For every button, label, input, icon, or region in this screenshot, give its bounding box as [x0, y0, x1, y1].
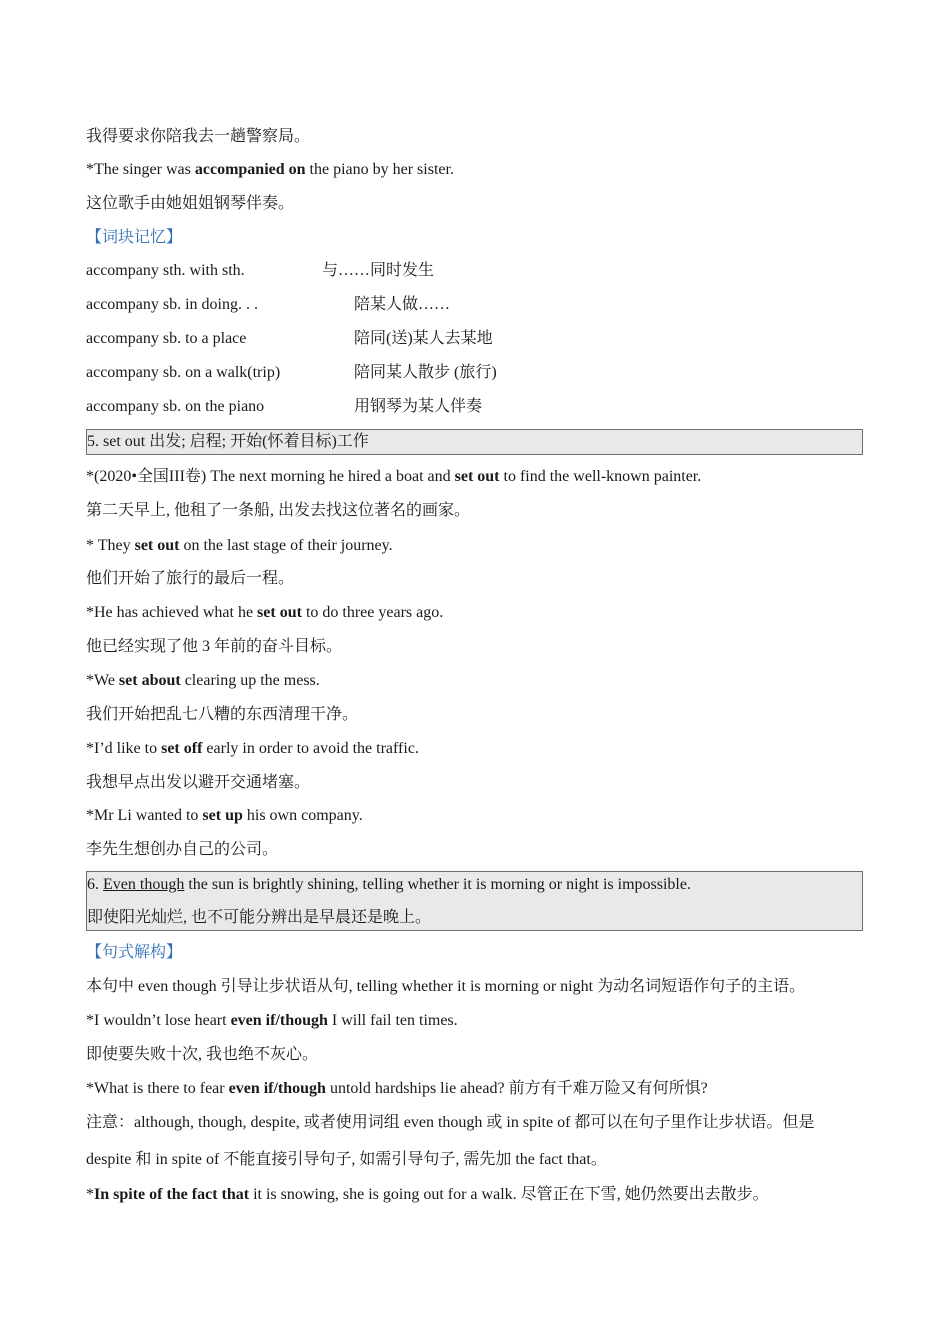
example-translation: 他们开始了旅行的最后一程。: [86, 570, 295, 587]
example-translation: 我们开始把乱七八糟的东西清理干净。: [86, 706, 359, 723]
example-sentence: *He has achieved what he set out to do three years ago.: [86, 604, 444, 621]
section-5-box: [86, 429, 863, 455]
phrase-meaning: 陪同(送)某人去某地: [354, 330, 493, 347]
phrase-meaning: 陪某人做……: [354, 296, 451, 313]
section-5-title: 5. set out 出发; 启程; 开始(怀着目标)工作: [87, 433, 369, 450]
phrase-item: accompany sb. to a place: [86, 330, 247, 347]
example-translation: 他已经实现了他 3 年前的奋斗目标。: [86, 638, 343, 655]
note-text: 注意：although, though, despite, 或者使用词组 even though 或 in spite of 都可以在句子里作让步状语。但是: [86, 1114, 815, 1131]
section-6-sentence: 6. Even though the sun is brightly shining, telling whether it is morning or night is impossible.: [87, 876, 691, 893]
phrase-meaning: 与……同时发生: [322, 262, 435, 279]
keyword: In spite of the fact that: [94, 1186, 250, 1203]
keyword: set off: [161, 740, 203, 757]
example-translation: 第二天早上, 他租了一条船, 出发去找这位著名的画家。: [86, 502, 471, 519]
section-6-translation: 即使阳光灿烂, 也不可能分辨出是早晨还是晚上。: [87, 909, 432, 926]
example-translation: 即使要失败十次, 我也绝不灰心。: [86, 1046, 319, 1063]
example-sentence: *In spite of the fact that it is snowing, she is going out for a walk. 尽管正在下雪, 她仍然要出去散步。: [86, 1186, 769, 1203]
example-translation: 我想早点出发以避开交通堵塞。: [86, 774, 311, 791]
example-sentence: *The singer was accompanied on the piano by her sister.: [86, 161, 454, 178]
note-text-continued: despite 和 in spite of 不能直接引导句子, 如需引导句子, 需先加 the fact that。: [86, 1151, 607, 1168]
underlined-phrase: Even though: [103, 876, 185, 893]
example-sentence: *We set about clearing up the mess.: [86, 672, 320, 689]
phrase-meaning: 陪同某人散步 (旅行): [354, 364, 497, 381]
example-sentence: *(2020•全国III卷) The next morning he hired a boat and set out to find the well-known painter.: [86, 468, 702, 485]
section-6-box: [86, 871, 863, 931]
example-sentence: *I wouldn’t lose heart even if/though I will fail ten times.: [86, 1012, 458, 1029]
phrase-meaning: 用钢琴为某人伴奏: [354, 398, 483, 415]
example-sentence: * They set out on the last stage of their journey.: [86, 537, 393, 554]
keyword: set out: [257, 604, 302, 621]
keyword: set up: [202, 807, 243, 824]
keyword: even if/though: [230, 1012, 328, 1029]
keyword: set about: [118, 672, 181, 689]
example-sentence: *Mr Li wanted to set up his own company.: [86, 807, 363, 824]
phrase-item: accompany sb. in doing. . .: [86, 296, 258, 313]
example-translation: 这位歌手由她姐姐钢琴伴奏。: [86, 195, 295, 212]
jushi-heading: 【句式解构】: [86, 944, 183, 961]
ciku-heading: 【词块记忆】: [86, 229, 183, 246]
keyword: accompanied on: [194, 161, 306, 178]
phrase-item: accompany sb. on a walk(trip): [86, 364, 281, 381]
keyword: set out: [134, 537, 180, 554]
example-translation: 李先生想创办自己的公司。: [86, 841, 279, 858]
example-translation: 我得要求你陪我去一趟警察局。: [86, 128, 311, 145]
example-sentence: *What is there to fear even if/though untold hardships lie ahead? 前方有千难万险又有何所惧?: [86, 1080, 708, 1097]
keyword: even if/though: [228, 1080, 326, 1097]
phrase-item: accompany sb. on the piano: [86, 398, 265, 415]
keyword: set out: [454, 468, 500, 485]
analysis-text: 本句中 even though 引导让步状语从句, telling whether it is morning or night 为动名词短语作句子的主语。: [86, 978, 806, 995]
phrase-item: accompany sth. with sth.: [86, 262, 245, 279]
example-sentence: *I’d like to set off early in order to avoid the traffic.: [86, 740, 419, 757]
